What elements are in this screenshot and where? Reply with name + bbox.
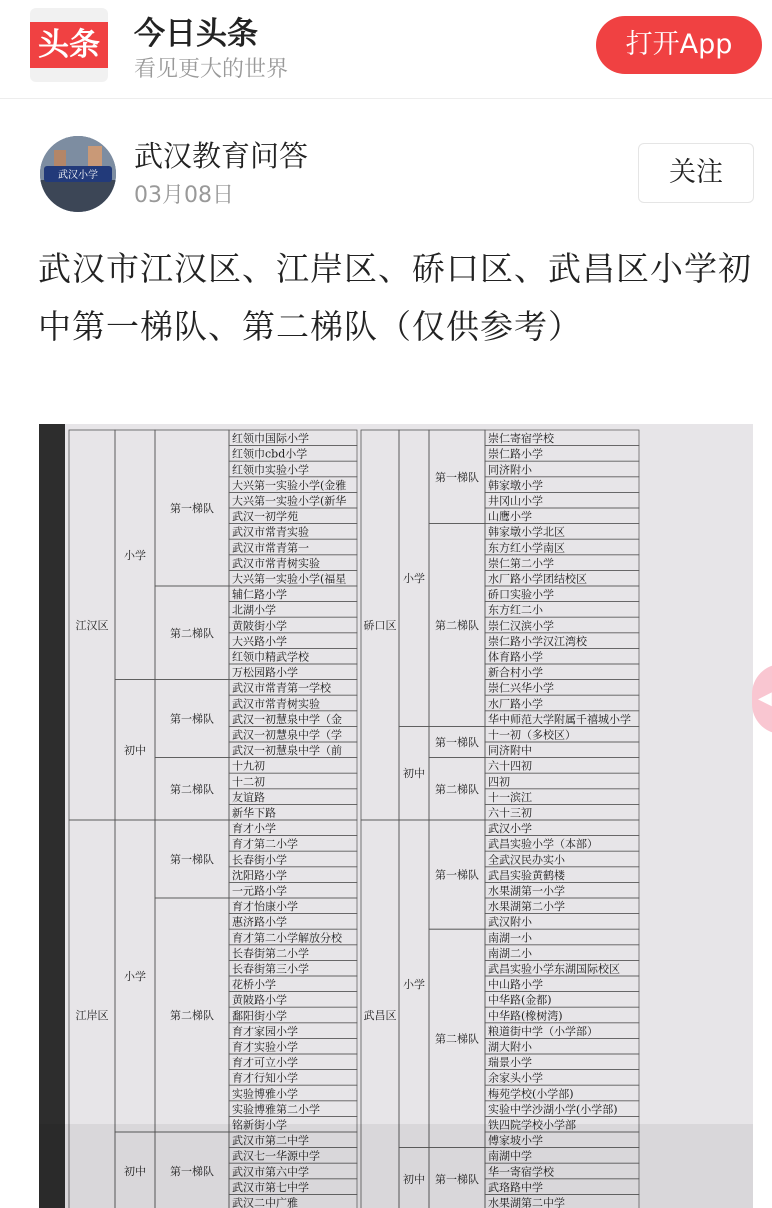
- right-school-cell: 十一滨江: [488, 790, 532, 804]
- avatar-text: 武汉小学: [58, 170, 98, 181]
- left-tier-label: 第一梯队: [170, 853, 214, 866]
- left-school-cell: 大兴第一实验小学(福星: [232, 572, 347, 586]
- side-tab-icon: ◀: [758, 688, 772, 709]
- left-school-cell: 育才家园小学: [232, 1024, 298, 1038]
- left-school-cell: 大兴路小学: [232, 634, 287, 648]
- left-school-cell: 武汉市常青第一学校: [232, 681, 331, 695]
- right-tier-label: 第二梯队: [435, 1032, 479, 1046]
- right-school-cell: 同济附中: [488, 744, 532, 758]
- right-level-label: 初中: [403, 767, 425, 781]
- left-school-cell: 长春街第二小学: [232, 946, 309, 960]
- right-level-label: 小学: [403, 977, 425, 991]
- right-tier-label: 第二梯队: [435, 782, 479, 796]
- left-school-cell: 红领巾实验小学: [232, 463, 309, 477]
- right-school-cell: 武昌实验小学东湖国际校区: [488, 962, 620, 976]
- left-school-cell: 辅仁路小学: [232, 588, 287, 602]
- right-school-cell: 南湖二小: [488, 946, 532, 960]
- left-school-cell: 惠济路小学: [232, 915, 287, 929]
- right-school-cell: 崇仁第二小学: [488, 556, 554, 570]
- left-level-label: 初中: [124, 743, 146, 757]
- left-school-cell: 沈阳路小学: [232, 868, 287, 882]
- left-district-label: 江汉区: [75, 619, 109, 632]
- left-school-cell: 新华下路: [232, 806, 276, 820]
- author-name[interactable]: 武汉教育问答: [134, 139, 309, 173]
- right-school-cell: 全武汉民办实小: [488, 853, 565, 867]
- right-school-cell: 水厂路小学团结校区: [488, 572, 587, 586]
- right-tier-label: 第一梯队: [435, 736, 479, 749]
- right-school-cell: 粮道街中学（小学部）: [488, 1024, 598, 1038]
- school-tier-table: [39, 424, 753, 1208]
- avatar-image: [40, 136, 116, 212]
- left-school-cell: 武汉一初慧泉中学（学: [232, 728, 342, 742]
- right-school-cell: 中山路小学: [488, 978, 543, 992]
- right-school-cell: 新合村小学: [488, 666, 543, 680]
- left-school-cell: 一元路小学: [232, 884, 287, 898]
- right-school-cell: 崇仁路小学: [488, 447, 543, 461]
- right-school-cell: 湖大附小: [488, 1040, 532, 1054]
- right-school-cell: 实验中学沙湖小学(小学部): [488, 1102, 618, 1116]
- left-school-cell: 十九初: [232, 759, 265, 773]
- right-school-cell: 南湖一小: [488, 931, 532, 945]
- right-school-cell: 瑞景小学: [488, 1056, 532, 1070]
- right-tier-label: 第二梯队: [435, 619, 479, 632]
- open-app-button[interactable]: 打开App: [596, 16, 762, 74]
- left-level-label: 小学: [124, 548, 146, 562]
- right-school-cell: 崇仁寄宿学校: [488, 432, 554, 446]
- left-school-cell: 长春街小学: [232, 853, 287, 867]
- left-school-cell: 大兴第一实验小学(金雅: [232, 478, 347, 492]
- left-school-cell: 实验博雅第二小学: [232, 1102, 320, 1116]
- right-district-label: 硚口区: [363, 619, 397, 632]
- right-school-cell: 硚口实验小学: [488, 588, 554, 602]
- right-school-cell: 武昌实验黄鹤楼: [488, 868, 565, 882]
- right-school-cell: 水果湖第一小学: [488, 884, 565, 898]
- left-school-cell: 红领巾cbd小学: [232, 447, 308, 461]
- right-district-label: 武昌区: [363, 1009, 397, 1022]
- right-level-label: 小学: [403, 572, 425, 586]
- left-school-cell: 武汉一初学苑: [232, 510, 298, 524]
- author-avatar[interactable]: [40, 136, 116, 212]
- left-school-cell: 武汉市常青第一: [232, 541, 309, 555]
- publish-date: 03月08日: [134, 183, 234, 208]
- left-school-cell: 育才第二小学: [232, 837, 298, 851]
- floating-side-tab[interactable]: [752, 664, 772, 734]
- left-school-cell: 武汉市常青树实验: [232, 556, 320, 570]
- left-school-cell: 长春街第三小学: [232, 962, 309, 976]
- left-school-cell: 实验博雅小学: [232, 1087, 298, 1101]
- left-school-cell: 万松园路小学: [232, 666, 298, 680]
- left-school-cell: 育才怡康小学: [232, 900, 298, 914]
- left-tier-label: 第一梯队: [170, 712, 214, 726]
- app-name: 今日头条: [134, 16, 258, 52]
- right-school-cell: 东方红小学南区: [488, 541, 565, 555]
- left-school-cell: 育才可立小学: [232, 1056, 298, 1070]
- left-tier-label: 第二梯队: [170, 1009, 214, 1022]
- article-title: 武汉市江汉区、江岸区、硚口区、武昌区小学初中第一梯队、第二梯队（仅供参考）: [38, 249, 752, 346]
- left-school-cell: 育才小学: [232, 822, 276, 836]
- app-header: [0, 0, 772, 99]
- right-school-cell: 武昌实验小学（本部）: [488, 837, 598, 851]
- left-school-cell: 大兴第一实验小学(新华: [232, 494, 347, 508]
- left-tier-label: 第二梯队: [170, 782, 214, 796]
- right-school-cell: 武汉附小: [488, 915, 532, 929]
- right-school-cell: 梅苑学校(小学部): [488, 1087, 574, 1101]
- right-school-cell: 水厂路小学: [488, 697, 543, 711]
- left-school-cell: 十二初: [232, 775, 265, 789]
- right-school-cell: 崇仁路小学汉江湾校: [488, 634, 587, 648]
- left-school-cell: 花桥小学: [232, 978, 276, 992]
- right-school-cell: 六十三初: [488, 806, 532, 820]
- right-school-cell: 武汉小学: [488, 822, 532, 836]
- left-school-cell: 鄱阳街小学: [232, 1009, 287, 1023]
- right-school-cell: 十一初（多校区）: [488, 728, 576, 742]
- right-school-cell: 同济附小: [488, 463, 532, 477]
- left-school-cell: 武汉一初慧泉中学（前: [232, 744, 342, 758]
- left-school-cell: 武汉市常青树实验: [232, 697, 320, 711]
- left-school-cell: 武汉市常青实验: [232, 525, 309, 539]
- left-school-cell: 友谊路: [232, 790, 265, 804]
- right-school-cell: 中华路(橡树湾): [488, 1009, 563, 1023]
- left-tier-label: 第一梯队: [170, 502, 214, 515]
- right-school-cell: 余家头小学: [488, 1071, 543, 1085]
- left-school-cell: 育才实验小学: [232, 1040, 298, 1054]
- right-tier-label: 第一梯队: [435, 470, 479, 484]
- right-school-cell: 水果湖第二小学: [488, 900, 565, 914]
- right-school-cell: 崇仁汉滨小学: [488, 619, 554, 633]
- right-school-cell: 韩家墩小学: [488, 478, 543, 492]
- left-school-cell: 育才行知小学: [232, 1071, 298, 1085]
- right-tier-label: 第一梯队: [435, 868, 479, 882]
- right-school-cell: 四初: [488, 775, 510, 789]
- app-slogan: 看见更大的世界: [134, 57, 289, 82]
- toutiao-logo[interactable]: [30, 8, 108, 82]
- right-school-cell: 东方红二小: [488, 603, 543, 617]
- left-school-cell: 红领巾精武学校: [232, 650, 309, 664]
- logo-text: 头条: [30, 22, 108, 68]
- follow-button[interactable]: 关注: [638, 143, 754, 203]
- article-photo[interactable]: [39, 424, 753, 1208]
- right-school-cell: 中华路(金都): [488, 993, 552, 1007]
- left-district-label: 江岸区: [75, 1009, 109, 1022]
- left-level-label: 小学: [124, 970, 146, 983]
- left-school-cell: 北湖小学: [232, 603, 276, 617]
- left-school-cell: 红领巾国际小学: [232, 432, 309, 446]
- right-school-cell: 韩家墩小学北区: [488, 525, 565, 539]
- left-school-cell: 育才第二小学解放分校: [232, 931, 342, 945]
- right-school-cell: 山鹰小学: [488, 510, 532, 524]
- right-school-cell: 崇仁兴华小学: [488, 681, 554, 695]
- right-school-cell: 井冈山小学: [488, 494, 543, 508]
- right-school-cell: 华中师范大学附属千禧城小学: [488, 712, 631, 726]
- right-school-cell: 六十四初: [488, 759, 532, 773]
- right-school-cell: 体育路小学: [488, 650, 543, 664]
- left-tier-label: 第二梯队: [170, 626, 214, 640]
- left-school-cell: 黄陂路小学: [232, 993, 287, 1007]
- left-school-cell: 武汉一初慧泉中学（金: [232, 712, 342, 726]
- left-school-cell: 黄陂街小学: [232, 619, 287, 633]
